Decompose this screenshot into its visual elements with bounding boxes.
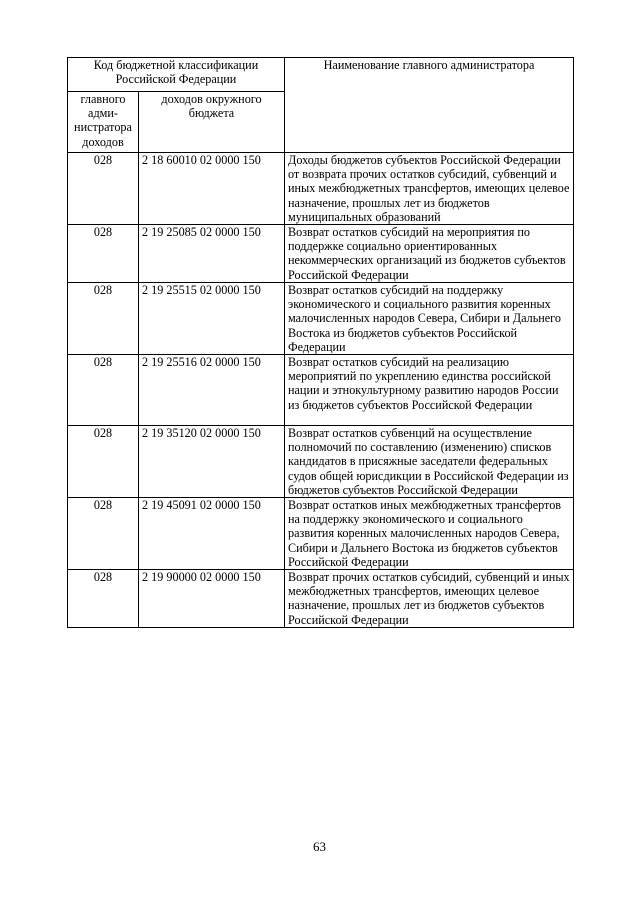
administrator-name-cell: Возврат остатков субсидий на реализацию мероприятий по укреплению единства российской нации и этнокультурному развитию народов России из бюджетов субъектов Российской Федерации <box>285 355 574 426</box>
administrator-name-cell: Возврат остатков иных межбюджетных трансфертов на поддержку экономического и социального развития коренных малочисленных народов Севера, Сибири и Дальнего Востока из бюджетов субъектов Российской Федерации <box>285 498 574 570</box>
administrator-name-cell: Возврат прочих остатков субсидий, субвенций и иных межбюджетных трансфертов, имеющих целевое назначение, прошлых лет из бюджетов субъектов Российской Федерации <box>285 570 574 628</box>
admin-code-cell: 028 <box>68 355 139 426</box>
revenue-code-cell: 2 19 25516 02 0000 150 <box>139 355 285 426</box>
admin-code-cell: 028 <box>68 498 139 570</box>
admin-code-cell: 028 <box>68 153 139 225</box>
header-main-administrator: главного адми-нистратора доходов <box>68 92 139 153</box>
admin-code-cell: 028 <box>68 283 139 355</box>
administrator-name-cell: Возврат остатков субвенций на осуществление полномочий по составлению (изменению) списков кандидатов в присяжные заседатели федеральных судов общей юрисдикции в Российской Федерации из бюджетов субъектов Российской Федерации <box>285 426 574 498</box>
table-row <box>68 355 574 426</box>
admin-code-cell: 028 <box>68 426 139 498</box>
page-number: 63 <box>313 839 326 854</box>
revenue-code-cell: 2 19 25515 02 0000 150 <box>139 283 285 355</box>
table-row <box>68 225 574 283</box>
revenue-code-cell: 2 18 60010 02 0000 150 <box>139 153 285 225</box>
table-row <box>68 283 574 355</box>
revenue-code-cell: 2 19 90000 02 0000 150 <box>139 570 285 628</box>
budget-classification-table <box>67 57 574 628</box>
table-row <box>68 153 574 225</box>
header-district-budget-revenue: доходов окружного бюджета <box>139 92 285 153</box>
table-row <box>68 426 574 498</box>
table-header-row <box>68 58 574 92</box>
admin-code-cell: 028 <box>68 225 139 283</box>
header-administrator-name: Наименование главного администратора <box>285 58 574 153</box>
header-budget-classification-code: Код бюджетной классификации Российской Федерации <box>68 58 285 92</box>
administrator-name-cell: Возврат остатков субсидий на поддержку экономического и социального развития коренных малочисленных народов Севера, Сибири и Дальнего Востока из бюджетов субъектов Российской Федерации <box>285 283 574 355</box>
revenue-code-cell: 2 19 25085 02 0000 150 <box>139 225 285 283</box>
revenue-code-cell: 2 19 35120 02 0000 150 <box>139 426 285 498</box>
administrator-name-cell: Доходы бюджетов субъектов Российской Федерации от возврата прочих остатков субсидий, субвенций и иных межбюджетных трансфертов, имеющих целевое назначение, прошлых лет из бюджетов муниципальных образований <box>285 153 574 225</box>
admin-code-cell: 028 <box>68 570 139 628</box>
table-row <box>68 570 574 628</box>
revenue-code-cell: 2 19 45091 02 0000 150 <box>139 498 285 570</box>
administrator-name-cell: Возврат остатков субсидий на мероприятия по поддержке социально ориентированных некоммерческих организаций из бюджетов субъектов Российской Федерации <box>285 225 574 283</box>
table-row <box>68 498 574 570</box>
